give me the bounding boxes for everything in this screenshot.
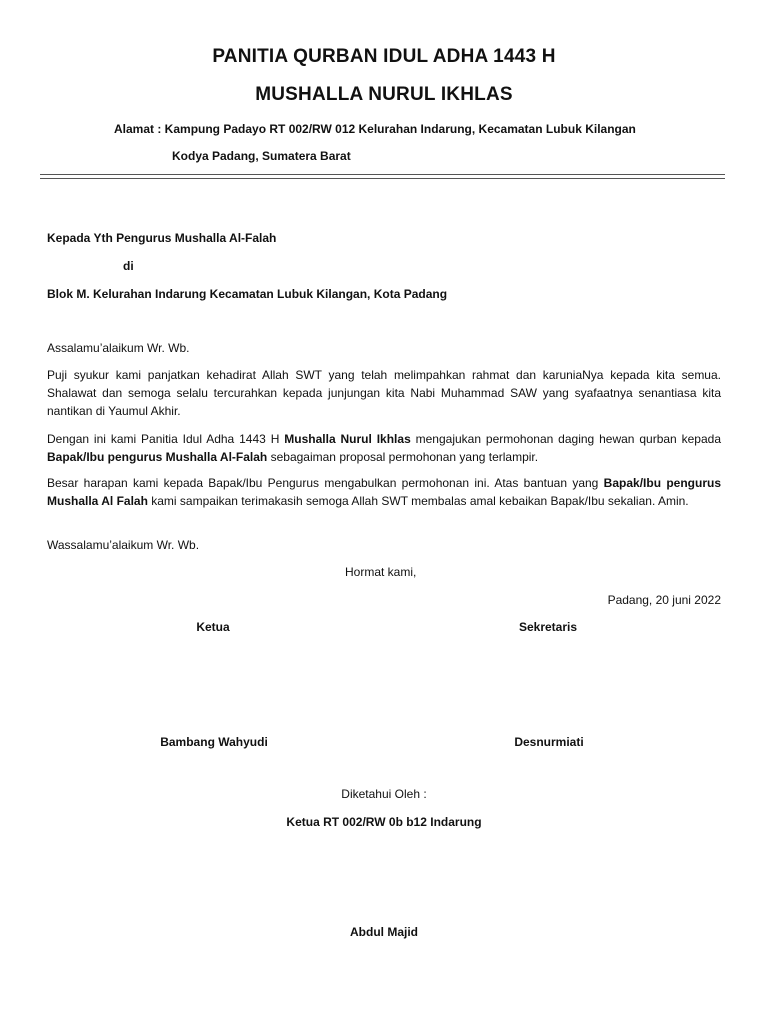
paragraph-2-text-a: Dengan ini kami Panitia Idul Adha 1443 H [47,432,285,446]
paragraph-2-bold-a: Mushalla Nurul Ikhlas [284,432,411,446]
address-line-2: Kodya Padang, Sumatera Barat [172,149,351,163]
diketahui-oleh: Diketahui Oleh : [341,787,427,801]
rt-name: Abdul Majid [350,925,418,939]
rt-title: Ketua RT 002/RW 0b b12 Indarung [286,815,482,829]
paragraph-2 [47,430,721,466]
recipient-place: Blok M. Kelurahan Indarung Kecamatan Lubuk Kilangan, Kota Padang [47,287,448,301]
ketua-name: Bambang Wahyudi [160,735,268,749]
hormat-kami: Hormat kami, [345,565,417,579]
address-line-1: Alamat : Kampung Padayo RT 002/RW 012 Kelurahan Indarung, Kecamatan Lubuk Kilangan [114,122,636,136]
paragraph-3-text-a: Besar harapan kami kepada Bapak/Ibu Pengurus mengabulkan permohonan ini. Atas bantuan yang [47,476,604,490]
paragraph-3-bold-a: Bapak/Ibu pengurus Mushalla Al Falah [47,476,721,508]
closing: Wassalamu’alaikum Wr. Wb. [47,538,200,552]
paragraph-3-text-b: kami sampaikan terimakasih semoga Allah SWT membalas amal kebaikan Bapak/Ibu sekalian. Amin. [147,494,689,508]
paragraph-1: Puji syukur kami panjatkan kehadirat Allah SWT yang telah melimpahkan rahmat dan karuniaNya kepada kita semua. Shalawat dan semoga selalu tercurahkan kepada junjungan kita Nabi Muhammad SAW yang syafaatnya senantiasa kita nantikan di Yaumul Akhir. [47,368,721,418]
ketua-label: Ketua [196,620,230,634]
letterhead-title: PANITIA QURBAN IDUL ADHA 1443 H [212,46,556,67]
recipient-to: Kepada Yth Pengurus Mushalla Al-Falah [47,231,277,245]
paragraph-2-text-b: mengajukan permohonan daging hewan qurban kepada [410,432,721,446]
header-divider-top [40,174,725,175]
place-date: Padang, 20 juni 2022 [607,593,721,607]
header-divider-bottom [40,178,725,179]
paragraph-3 [47,474,721,510]
sekretaris-name: Desnurmiati [514,735,584,749]
letterhead-subtitle: MUSHALLA NURUL IKHLAS [255,84,513,105]
recipient-di: di [123,259,134,273]
paragraph-2-text-c: sebagaiman proposal permohonan yang terlampir. [267,450,539,464]
greeting: Assalamu’alaikum Wr. Wb. [47,341,190,355]
sekretaris-label: Sekretaris [518,620,578,634]
paragraph-2-bold-b: Bapak/Ibu pengurus Mushalla Al-Falah [47,450,268,464]
